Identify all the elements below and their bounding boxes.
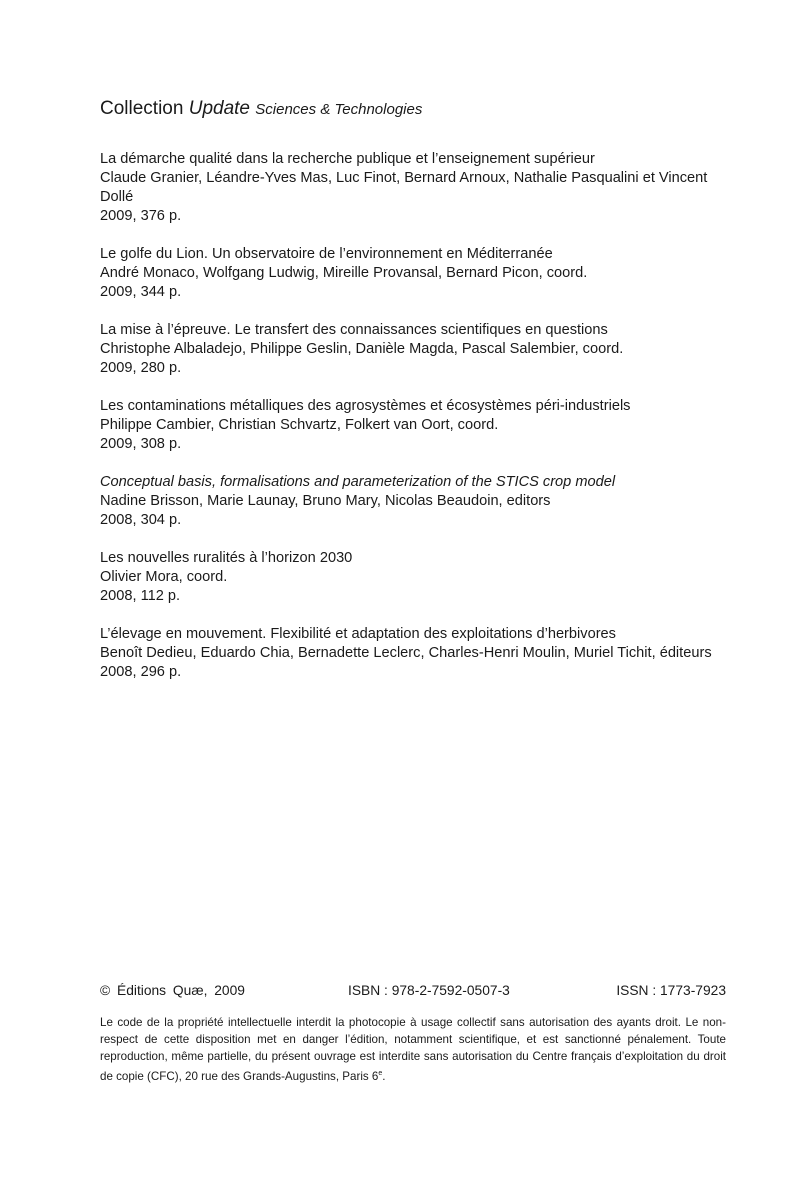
- issn: ISSN : 1773-7923: [616, 983, 726, 998]
- book-details: 2008, 304 p.: [100, 512, 182, 528]
- collection-subtitle: Sciences & Technologies: [255, 101, 423, 118]
- book-authors: Benoît Dedieu, Eduardo Chia, Bernadette Leclerc, Charles-Henri Moulin, Muriel Tichit, éditeurs: [100, 645, 712, 661]
- legal-end: .: [382, 1069, 386, 1083]
- collection-prefix: Collection: [100, 98, 184, 119]
- book-title: Le golfe du Lion. Un observatoire de l’environnement en Méditerranée: [100, 246, 553, 262]
- book-list: [100, 150, 726, 701]
- book-details: 2009, 308 p.: [100, 436, 182, 452]
- copyright-notice: © Éditions Quæ, 2009: [100, 983, 245, 998]
- book-entry: [100, 150, 726, 226]
- book-title: Les contaminations métalliques des agrosystèmes et écosystèmes péri-industriels: [100, 398, 631, 414]
- book-entry: [100, 625, 726, 682]
- book-details: 2008, 112 p.: [100, 588, 181, 604]
- legal-superscript: e: [378, 1070, 383, 1077]
- collection-name: Update: [188, 98, 250, 119]
- book-title: La mise à l’épreuve. Le transfert des connaissances scientifiques en questions: [100, 322, 608, 338]
- book-authors: Claude Granier, Léandre-Yves Mas, Luc Finot, Bernard Arnoux, Nathalie Pasqualini et Vincent Dollé: [100, 170, 708, 205]
- book-entry: [100, 245, 726, 302]
- book-authors: André Monaco, Wolfgang Ludwig, Mireille Provansal, Bernard Picon, coord.: [100, 265, 588, 281]
- book-authors: Olivier Mora, coord.: [100, 569, 228, 585]
- legal-text: Le code de la propriété intellectuelle interdit la photocopie à usage collectif sans autorisation des ayants droit. Le non-respect de cette disposition met en danger l’édition, notamment scientifique, et est sanctionné pénalement. Toute reproduction, même partielle, du présent ouvrage est interdite sans autorisation du Centre français d’exploitation du droit de copie (CFC), 20 rue des Grands-Augustins, Paris 6: [100, 1016, 726, 1083]
- copyright-page: [100, 0, 726, 1200]
- book-entry: [100, 549, 726, 606]
- book-title: Les nouvelles ruralités à l’horizon 2030: [100, 550, 353, 566]
- isbn: ISBN : 978-2-7592-0507-3: [348, 983, 510, 998]
- legal-notice: [100, 1014, 726, 1085]
- book-details: 2009, 344 p.: [100, 284, 182, 300]
- book-title: L’élevage en mouvement. Flexibilité et adaptation des exploitations d’herbivores: [100, 626, 616, 642]
- book-details: 2009, 280 p.: [100, 360, 182, 376]
- book-details: 2009, 376 p.: [100, 208, 182, 224]
- collection-title: [100, 96, 422, 123]
- book-authors: Christophe Albaladejo, Philippe Geslin, Danièle Magda, Pascal Salembier, coord.: [100, 341, 624, 357]
- book-entry: [100, 321, 726, 378]
- book-entry: [100, 473, 726, 530]
- book-title: La démarche qualité dans la recherche publique et l’enseignement supérieur: [100, 151, 595, 167]
- book-details: 2008, 296 p.: [100, 664, 182, 680]
- book-title: Conceptual basis, formalisations and parameterization of the STICS crop model: [100, 474, 616, 490]
- book-authors: Philippe Cambier, Christian Schvartz, Folkert van Oort, coord.: [100, 417, 499, 433]
- book-entry: [100, 397, 726, 454]
- book-authors: Nadine Brisson, Marie Launay, Bruno Mary, Nicolas Beaudoin, editors: [100, 493, 551, 509]
